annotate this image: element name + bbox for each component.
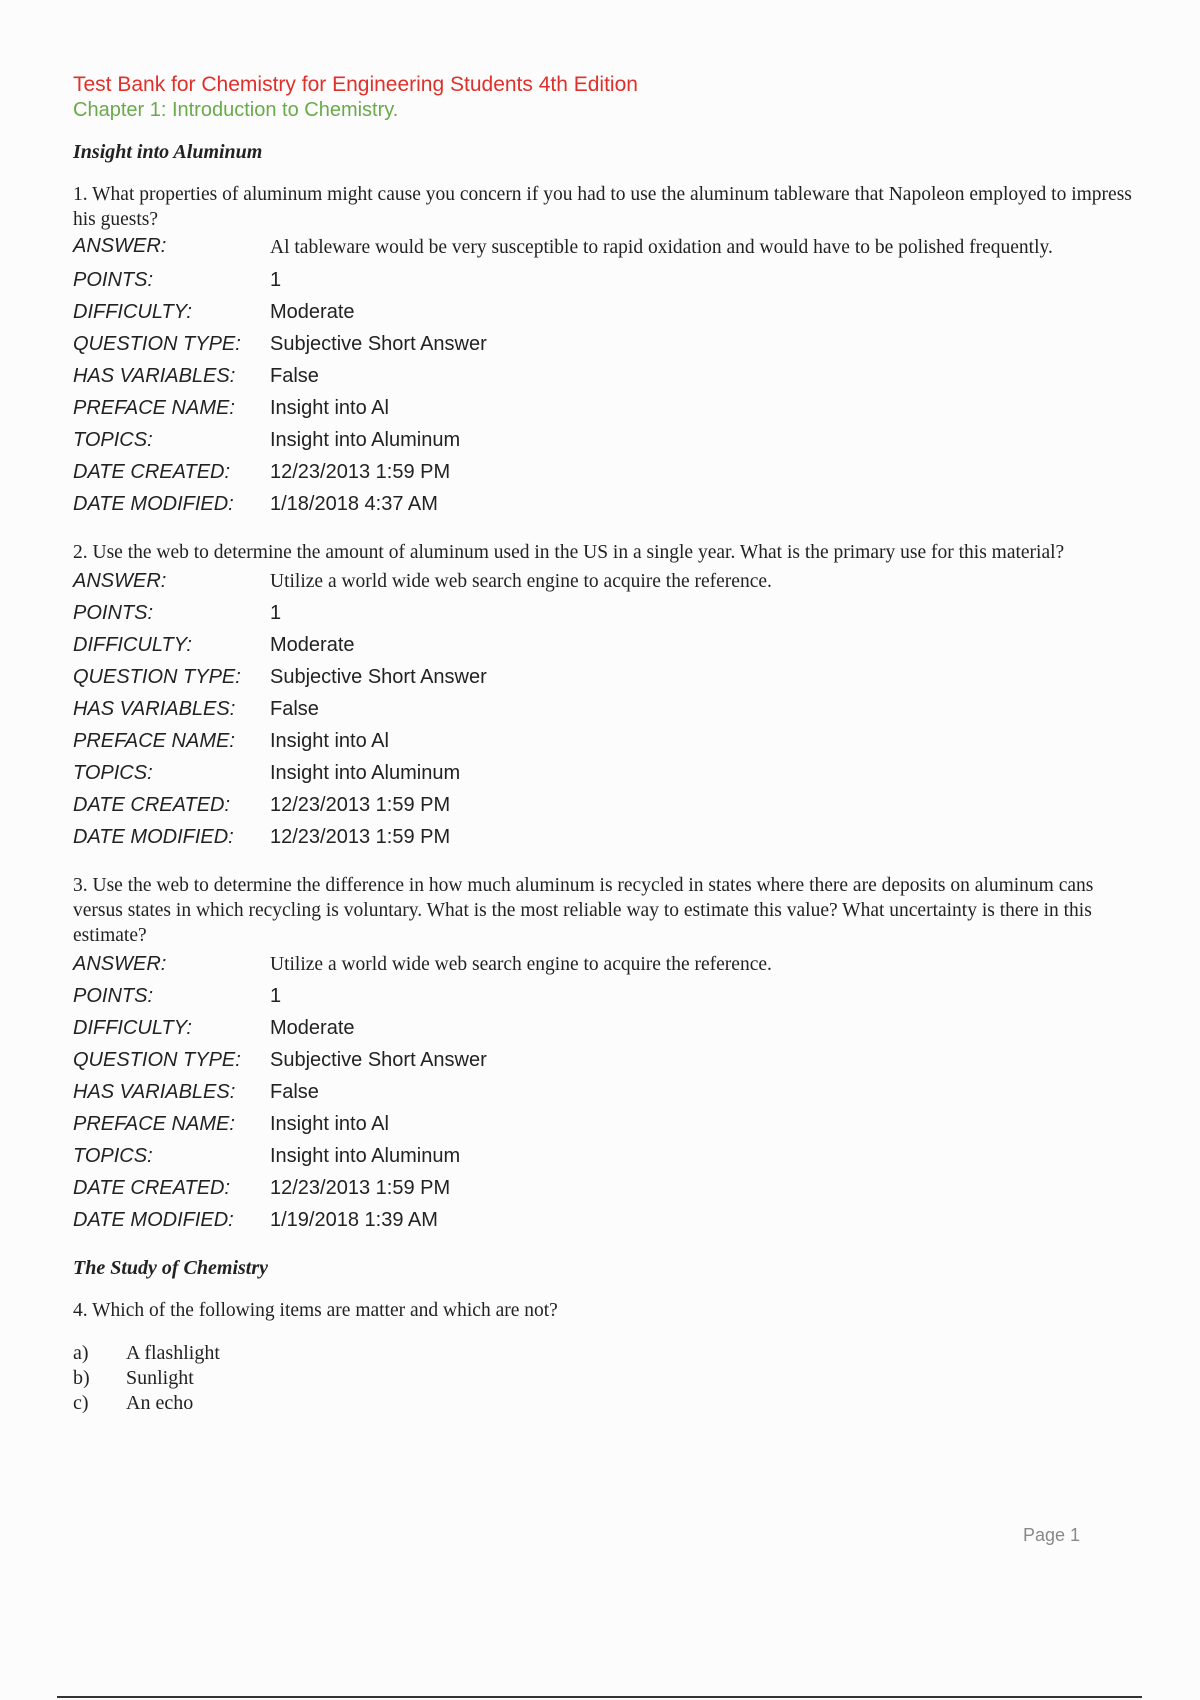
- question-text: 1. What properties of aluminum might cause you concern if you had to use the aluminum tableware that Napoleon employed to impress his guests?: [73, 184, 1132, 230]
- preface-name-value: Insight into Al: [270, 1112, 389, 1135]
- preface-name-row: [73, 1108, 1133, 1140]
- answer-label: ANSWER:: [73, 235, 167, 257]
- points-value: 1: [270, 268, 282, 291]
- question-type-label: QUESTION TYPE:: [73, 332, 241, 355]
- question-type-row: [73, 328, 1133, 360]
- option-text: Sunlight: [126, 1367, 194, 1389]
- answer-row: [73, 948, 1133, 980]
- difficulty-value: Moderate: [270, 1016, 355, 1039]
- preface-name-label: PREFACE NAME:: [73, 729, 235, 752]
- date-created-value: 12/23/2013 1:59 PM: [270, 1176, 451, 1199]
- question-block: [73, 182, 1133, 520]
- option-letter: a): [73, 1342, 89, 1364]
- option-text: A flashlight: [126, 1342, 220, 1364]
- question-type-row: [73, 1044, 1133, 1076]
- topics-row: [73, 757, 1133, 789]
- points-value: 1: [270, 984, 282, 1007]
- answer-value: Utilize a world wide web search engine to acquire the reference.: [270, 570, 772, 592]
- date-modified-label: DATE MODIFIED:: [73, 825, 234, 848]
- has-variables-value: False: [270, 364, 319, 387]
- difficulty-row: [73, 296, 1133, 328]
- has-variables-value: False: [270, 697, 319, 720]
- preface-name-row: [73, 392, 1133, 424]
- has-variables-value: False: [270, 1080, 319, 1103]
- option-item: [73, 1391, 1133, 1416]
- option-list: [73, 1341, 1133, 1416]
- topics-value: Insight into Aluminum: [270, 428, 461, 451]
- answer-value: Utilize a world wide web search engine to acquire the reference.: [270, 953, 772, 975]
- points-label: POINTS:: [73, 984, 154, 1007]
- preface-name-label: PREFACE NAME:: [73, 1112, 235, 1135]
- question-type-value: Subjective Short Answer: [270, 332, 487, 355]
- option-item: [73, 1366, 1133, 1391]
- date-created-row: [73, 1172, 1133, 1204]
- date-created-value: 12/23/2013 1:59 PM: [270, 793, 451, 816]
- has-variables-label: HAS VARIABLES:: [73, 364, 236, 387]
- section-heading: Insight into Aluminum: [73, 141, 263, 163]
- topics-value: Insight into Aluminum: [270, 1144, 461, 1167]
- date-created-row: [73, 789, 1133, 821]
- option-letter: b): [73, 1367, 90, 1389]
- question-block: [73, 540, 1133, 853]
- date-modified-value: 1/19/2018 1:39 AM: [270, 1208, 438, 1231]
- preface-name-value: Insight into Al: [270, 729, 389, 752]
- question-block: [73, 1298, 1133, 1416]
- question-type-row: [73, 661, 1133, 693]
- page-number: Page 1: [1023, 1525, 1081, 1545]
- topics-row: [73, 1140, 1133, 1172]
- difficulty-row: [73, 1012, 1133, 1044]
- has-variables-row: [73, 693, 1133, 725]
- topics-row: [73, 424, 1133, 456]
- page-divider: [57, 1696, 1142, 1698]
- section-heading: The Study of Chemistry: [73, 1257, 269, 1279]
- question-type-label: QUESTION TYPE:: [73, 1048, 241, 1071]
- answer-label: ANSWER:: [73, 952, 167, 975]
- question-type-label: QUESTION TYPE:: [73, 665, 241, 688]
- points-value: 1: [270, 601, 282, 624]
- date-created-label: DATE CREATED:: [73, 1176, 231, 1199]
- date-created-value: 12/23/2013 1:59 PM: [270, 460, 451, 483]
- points-row: [73, 264, 1133, 296]
- question-type-value: Subjective Short Answer: [270, 665, 487, 688]
- difficulty-label: DIFFICULTY:: [73, 633, 192, 656]
- preface-name-row: [73, 725, 1133, 757]
- question-block: [73, 873, 1133, 1236]
- document-page: [73, 72, 1133, 1436]
- preface-name-label: PREFACE NAME:: [73, 396, 235, 419]
- topics-label: TOPICS:: [73, 1144, 153, 1167]
- answer-row: [73, 232, 1133, 264]
- date-modified-row: [73, 488, 1133, 520]
- document-title: Test Bank for Chemistry for Engineering Students 4th Edition: [73, 73, 638, 96]
- date-modified-label: DATE MODIFIED:: [73, 492, 234, 515]
- difficulty-value: Moderate: [270, 633, 355, 656]
- date-modified-value: 1/18/2018 4:37 AM: [270, 492, 438, 515]
- date-modified-label: DATE MODIFIED:: [73, 1208, 234, 1231]
- difficulty-value: Moderate: [270, 300, 355, 323]
- date-modified-value: 12/23/2013 1:59 PM: [270, 825, 451, 848]
- topics-value: Insight into Aluminum: [270, 761, 461, 784]
- question-text: 4. Which of the following items are matter and which are not?: [73, 1300, 558, 1321]
- topics-label: TOPICS:: [73, 761, 153, 784]
- points-row: [73, 597, 1133, 629]
- difficulty-label: DIFFICULTY:: [73, 1016, 192, 1039]
- question-text: 3. Use the web to determine the difference in how much aluminum is recycled in states where there are deposits on aluminum cans versus states in which recycling is voluntary. What is the most reliable way to estimate this value? What uncertainty is there in this estimate?: [73, 875, 1094, 946]
- question-type-value: Subjective Short Answer: [270, 1048, 487, 1071]
- difficulty-row: [73, 629, 1133, 661]
- topics-label: TOPICS:: [73, 428, 153, 451]
- date-created-label: DATE CREATED:: [73, 460, 231, 483]
- preface-name-value: Insight into Al: [270, 396, 389, 419]
- question-text: 2. Use the web to determine the amount of aluminum used in the US in a single year. What is the primary use for this material?: [73, 542, 1065, 563]
- date-created-label: DATE CREATED:: [73, 793, 231, 816]
- points-row: [73, 980, 1133, 1012]
- chapter-subtitle: Chapter 1: Introduction to Chemistry.: [73, 99, 399, 121]
- answer-label: ANSWER:: [73, 569, 167, 592]
- has-variables-row: [73, 360, 1133, 392]
- option-text: An echo: [126, 1392, 194, 1414]
- points-label: POINTS:: [73, 601, 154, 624]
- option-item: [73, 1341, 1133, 1366]
- option-letter: c): [73, 1392, 89, 1414]
- date-modified-row: [73, 821, 1133, 853]
- has-variables-label: HAS VARIABLES:: [73, 1080, 236, 1103]
- difficulty-label: DIFFICULTY:: [73, 300, 192, 323]
- has-variables-label: HAS VARIABLES:: [73, 697, 236, 720]
- date-created-row: [73, 456, 1133, 488]
- has-variables-row: [73, 1076, 1133, 1108]
- answer-row: [73, 565, 1133, 597]
- date-modified-row: [73, 1204, 1133, 1236]
- answer-value: Al tableware would be very susceptible to rapid oxidation and would have to be polished frequently.: [270, 237, 1053, 258]
- points-label: POINTS:: [73, 268, 154, 291]
